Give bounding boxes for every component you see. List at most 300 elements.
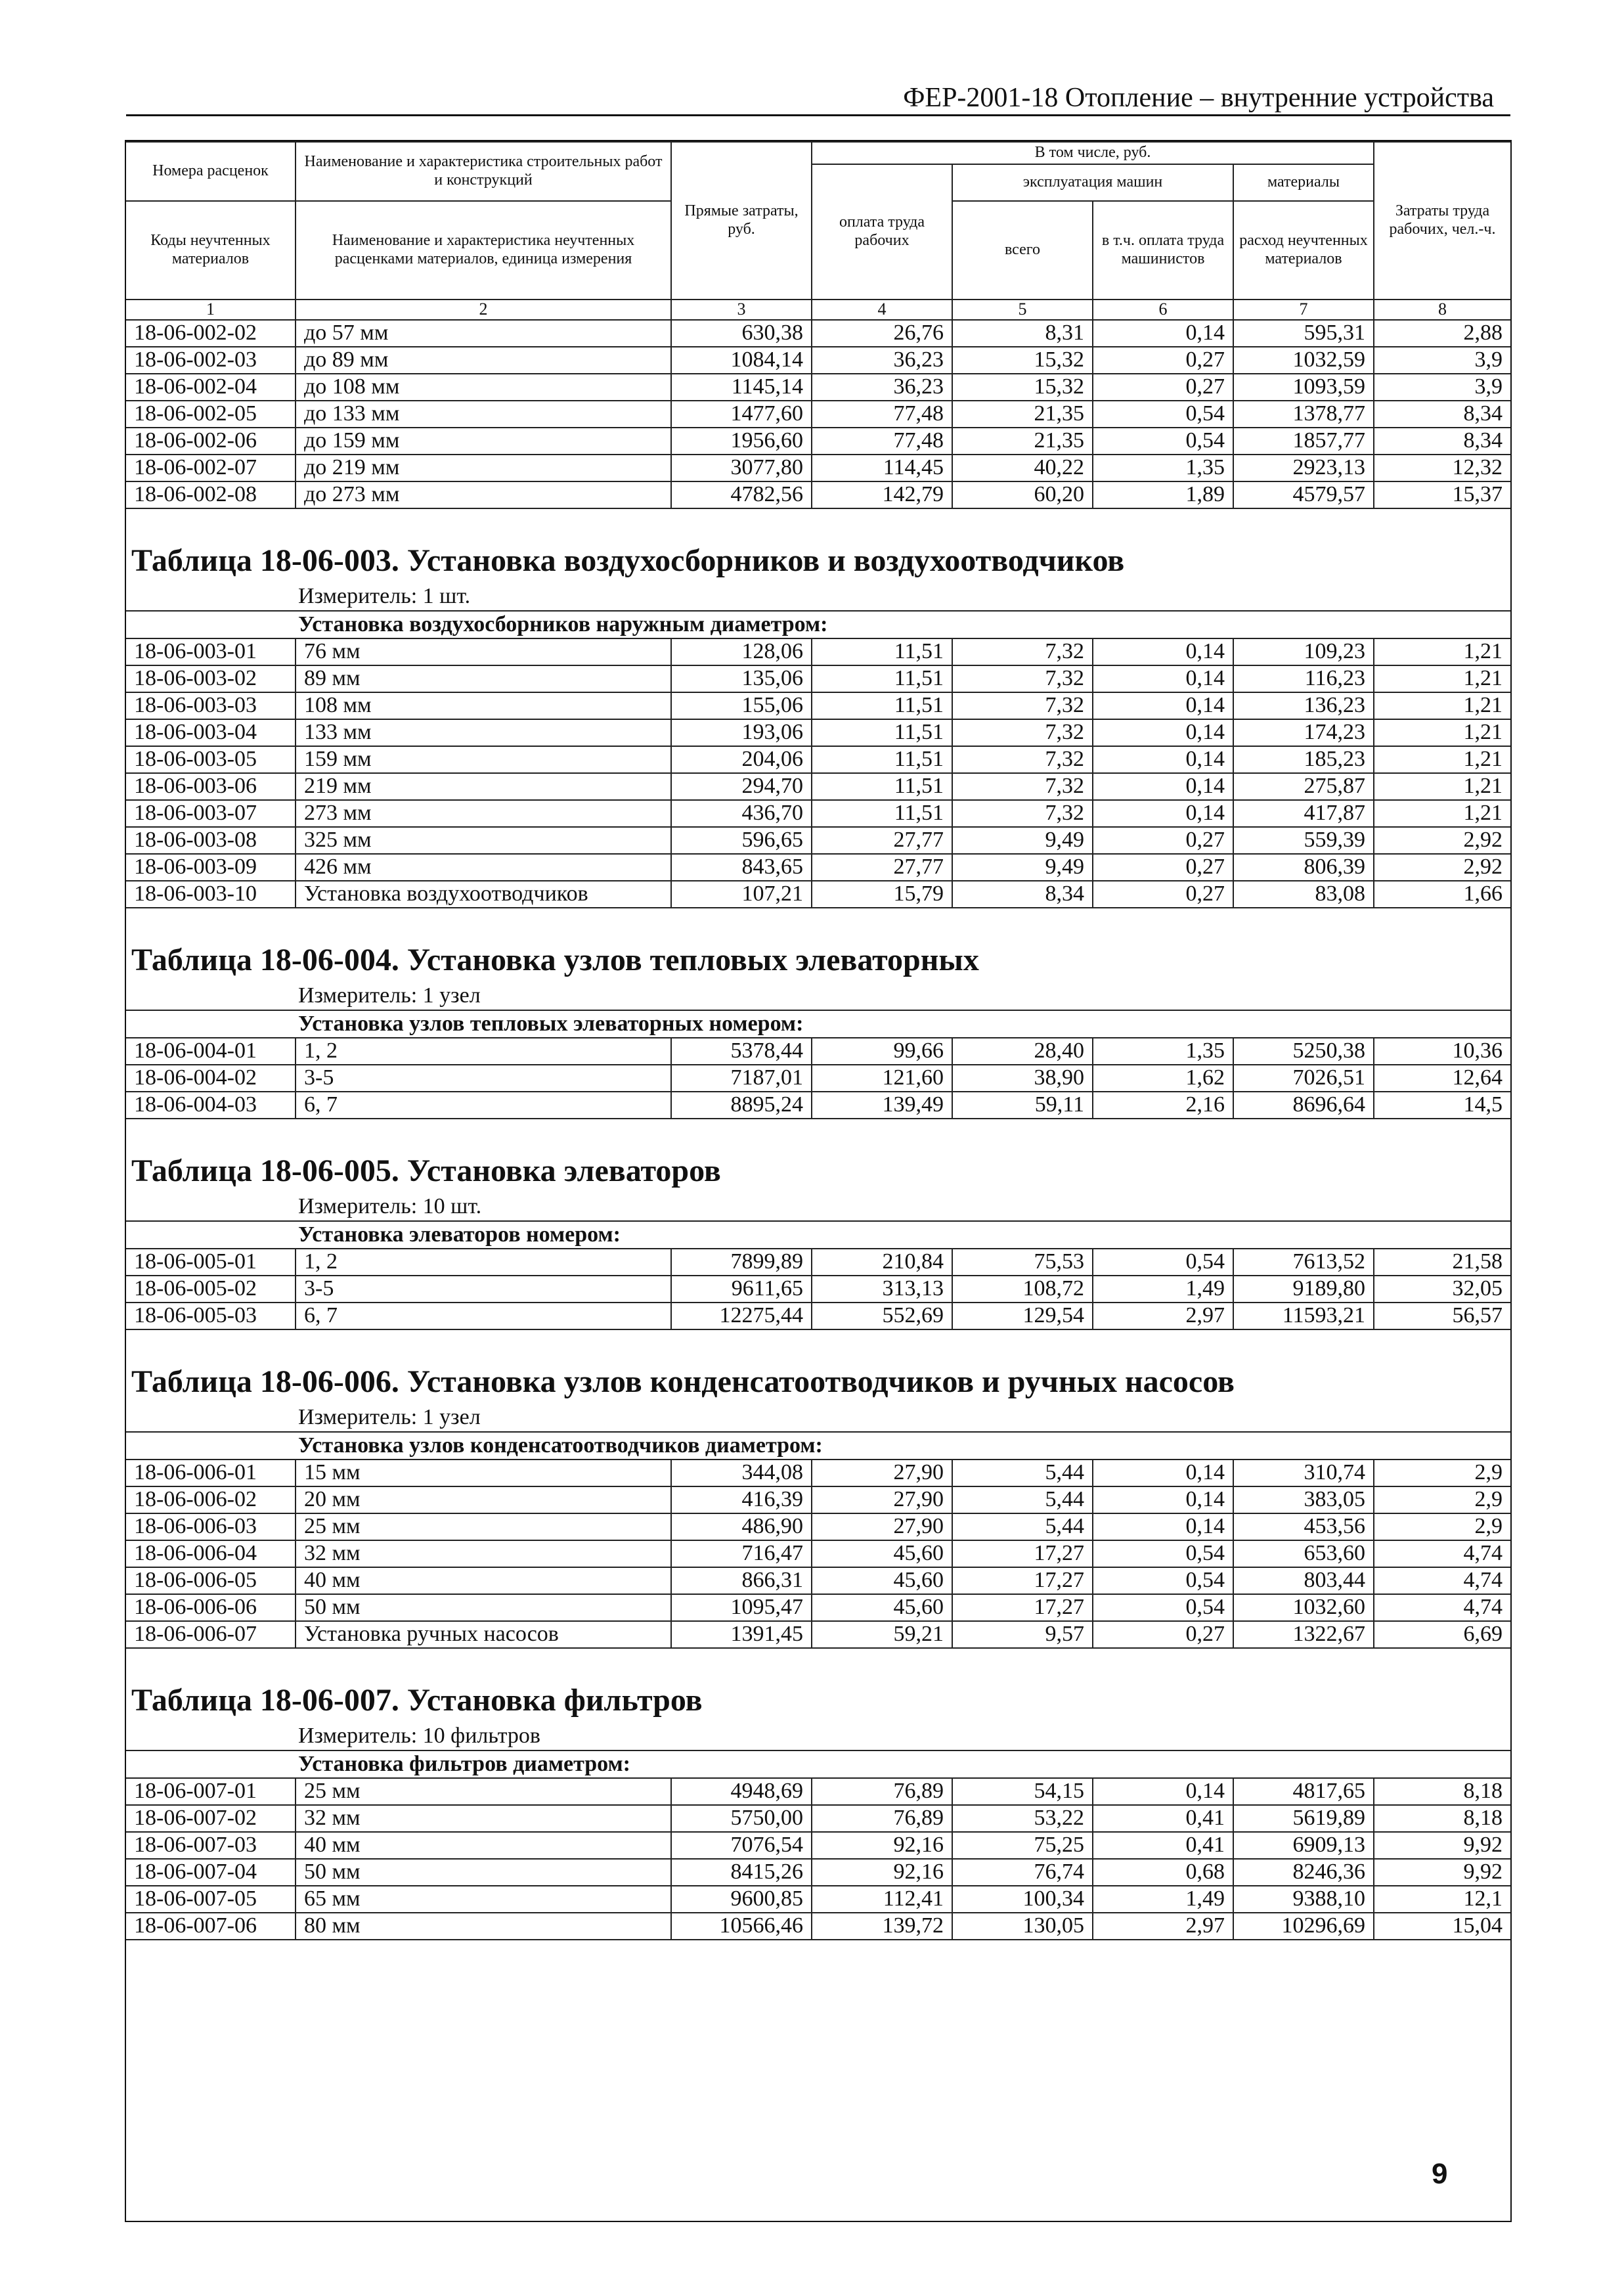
rate-value: 1391,45 bbox=[671, 1621, 812, 1648]
rate-value: 32,05 bbox=[1374, 1276, 1510, 1303]
rate-value: 10,36 bbox=[1374, 1038, 1510, 1065]
rate-value: 4782,56 bbox=[671, 481, 812, 508]
rate-code: 18-06-004-01 bbox=[126, 1038, 296, 1065]
rate-description: 40 мм bbox=[296, 1567, 671, 1594]
rate-value: 0,14 bbox=[1093, 665, 1233, 692]
rate-description: 76 мм bbox=[296, 638, 671, 665]
header-rule bbox=[126, 114, 1510, 116]
rate-value: 53,22 bbox=[952, 1805, 1093, 1832]
rate-value: 130,05 bbox=[952, 1913, 1093, 1940]
section-group-label: Установка узлов конденсатоотводчиков диаметром: bbox=[126, 1432, 1510, 1460]
column-number-row bbox=[126, 300, 1510, 320]
rate-value: 1032,60 bbox=[1233, 1594, 1374, 1621]
rate-value: 4,74 bbox=[1374, 1567, 1510, 1594]
rate-value: 1857,77 bbox=[1233, 428, 1374, 455]
rate-value: 128,06 bbox=[671, 638, 812, 665]
table-row bbox=[126, 881, 1510, 908]
rate-description: 25 мм bbox=[296, 1778, 671, 1805]
rate-value: 2923,13 bbox=[1233, 455, 1374, 481]
rate-value: 21,35 bbox=[952, 401, 1093, 428]
rate-description: 89 мм bbox=[296, 665, 671, 692]
rate-value: 193,06 bbox=[671, 719, 812, 746]
rate-value: 54,15 bbox=[952, 1778, 1093, 1805]
rate-value: 11,51 bbox=[812, 665, 952, 692]
rate-value: 4,74 bbox=[1374, 1540, 1510, 1567]
rate-value: 139,72 bbox=[812, 1913, 952, 1940]
rate-description: 6, 7 bbox=[296, 1092, 671, 1119]
rate-value: 416,39 bbox=[671, 1486, 812, 1513]
rate-value: 630,38 bbox=[671, 320, 812, 347]
rate-value: 139,49 bbox=[812, 1092, 952, 1119]
table-row bbox=[126, 692, 1510, 719]
table-row bbox=[126, 1303, 1510, 1329]
rate-description: до 273 мм bbox=[296, 481, 671, 508]
rate-value: 0,54 bbox=[1093, 1594, 1233, 1621]
rate-value: 716,47 bbox=[671, 1540, 812, 1567]
rate-value: 2,9 bbox=[1374, 1460, 1510, 1486]
rate-code: 18-06-003-06 bbox=[126, 773, 296, 800]
header-col2-bottom: Наименование и характеристика неучтенных расценками материалов, единица измерения bbox=[296, 201, 671, 300]
rate-value: 0,14 bbox=[1093, 800, 1233, 827]
rate-value: 1,21 bbox=[1374, 746, 1510, 773]
rate-value: 6,69 bbox=[1374, 1621, 1510, 1648]
rate-value: 803,44 bbox=[1233, 1567, 1374, 1594]
rate-value: 0,27 bbox=[1093, 1621, 1233, 1648]
rate-value: 9611,65 bbox=[671, 1276, 812, 1303]
rate-description: до 133 мм bbox=[296, 401, 671, 428]
rate-value: 1,35 bbox=[1093, 1038, 1233, 1065]
table-row bbox=[126, 719, 1510, 746]
rate-value: 14,5 bbox=[1374, 1092, 1510, 1119]
rate-value: 0,14 bbox=[1093, 719, 1233, 746]
rate-code: 18-06-002-03 bbox=[126, 347, 296, 374]
rate-value: 0,14 bbox=[1093, 1460, 1233, 1486]
table-body bbox=[126, 142, 1510, 1940]
rate-value: 0,27 bbox=[1093, 374, 1233, 401]
rate-value: 344,08 bbox=[671, 1460, 812, 1486]
table-row bbox=[126, 665, 1510, 692]
rate-code: 18-06-006-03 bbox=[126, 1513, 296, 1540]
column-number: 8 bbox=[1374, 300, 1510, 320]
table-row bbox=[126, 401, 1510, 428]
column-number: 2 bbox=[296, 300, 671, 320]
rate-value: 15,79 bbox=[812, 881, 952, 908]
rate-code: 18-06-007-06 bbox=[126, 1913, 296, 1940]
rate-value: 2,97 bbox=[1093, 1913, 1233, 1940]
rate-value: 4579,57 bbox=[1233, 481, 1374, 508]
rate-value: 0,27 bbox=[1093, 881, 1233, 908]
rate-description: Установка ручных насосов bbox=[296, 1621, 671, 1648]
section-group-row bbox=[126, 1010, 1510, 1038]
rate-code: 18-06-002-05 bbox=[126, 401, 296, 428]
rate-value: 109,23 bbox=[1233, 638, 1374, 665]
rate-value: 1,89 bbox=[1093, 481, 1233, 508]
section-title: Таблица 18-06-007. Установка фильтров bbox=[131, 1683, 703, 1718]
rate-value: 100,34 bbox=[952, 1886, 1093, 1913]
rate-value: 204,06 bbox=[671, 746, 812, 773]
section-meter: Измеритель: 10 фильтров bbox=[126, 1723, 1510, 1750]
header-group-machines: эксплуатация машин bbox=[952, 164, 1233, 201]
rate-value: 7,32 bbox=[952, 692, 1093, 719]
section-meter-row bbox=[126, 1723, 1510, 1750]
rate-description: 3-5 bbox=[296, 1065, 671, 1092]
rate-description: 6, 7 bbox=[296, 1303, 671, 1329]
rate-value: 75,53 bbox=[952, 1249, 1093, 1276]
rate-value: 0,14 bbox=[1093, 692, 1233, 719]
rate-description: Установка воздухоотводчиков bbox=[296, 881, 671, 908]
rate-value: 0,54 bbox=[1093, 1540, 1233, 1567]
rate-value: 28,40 bbox=[952, 1038, 1093, 1065]
rate-value: 7187,01 bbox=[671, 1065, 812, 1092]
rate-description: 159 мм bbox=[296, 746, 671, 773]
rate-code: 18-06-002-04 bbox=[126, 374, 296, 401]
rate-value: 59,21 bbox=[812, 1621, 952, 1648]
rate-description: 80 мм bbox=[296, 1913, 671, 1940]
rate-value: 76,89 bbox=[812, 1778, 952, 1805]
rate-value: 5378,44 bbox=[671, 1038, 812, 1065]
rate-value: 7026,51 bbox=[1233, 1065, 1374, 1092]
rate-value: 0,14 bbox=[1093, 773, 1233, 800]
rate-value: 1,21 bbox=[1374, 692, 1510, 719]
rate-value: 5250,38 bbox=[1233, 1038, 1374, 1065]
rate-value: 5,44 bbox=[952, 1513, 1093, 1540]
rate-code: 18-06-003-03 bbox=[126, 692, 296, 719]
rate-value: 552,69 bbox=[812, 1303, 952, 1329]
rate-value: 15,32 bbox=[952, 347, 1093, 374]
rate-value: 0,14 bbox=[1093, 1513, 1233, 1540]
running-header: ФЕР-2001-18 Отопление – внутренние устройства bbox=[903, 83, 1494, 113]
rate-value: 8,31 bbox=[952, 320, 1093, 347]
rate-value: 0,14 bbox=[1093, 320, 1233, 347]
rate-value: 1,66 bbox=[1374, 881, 1510, 908]
rate-value: 453,56 bbox=[1233, 1513, 1374, 1540]
table-row bbox=[126, 428, 1510, 455]
rate-code: 18-06-003-04 bbox=[126, 719, 296, 746]
section-meter-row bbox=[126, 983, 1510, 1010]
rate-value: 12,1 bbox=[1374, 1886, 1510, 1913]
section-title-row bbox=[126, 1354, 1510, 1404]
rate-description: 108 мм bbox=[296, 692, 671, 719]
table-row bbox=[126, 1513, 1510, 1540]
rate-code: 18-06-007-01 bbox=[126, 1778, 296, 1805]
rate-value: 1145,14 bbox=[671, 374, 812, 401]
rate-value: 129,54 bbox=[952, 1303, 1093, 1329]
table-row bbox=[126, 746, 1510, 773]
column-number: 1 bbox=[126, 300, 296, 320]
rate-value: 9,57 bbox=[952, 1621, 1093, 1648]
rate-value: 1,35 bbox=[1093, 455, 1233, 481]
rate-value: 15,37 bbox=[1374, 481, 1510, 508]
rate-code: 18-06-002-08 bbox=[126, 481, 296, 508]
column-number: 3 bbox=[671, 300, 812, 320]
rate-value: 4817,65 bbox=[1233, 1778, 1374, 1805]
section-title-row bbox=[126, 1144, 1510, 1193]
rate-description: до 57 мм bbox=[296, 320, 671, 347]
header-col4: оплата труда рабочих bbox=[812, 164, 952, 300]
rate-value: 21,58 bbox=[1374, 1249, 1510, 1276]
section-title-row bbox=[126, 933, 1510, 983]
table-row bbox=[126, 1594, 1510, 1621]
table-row bbox=[126, 1065, 1510, 1092]
rate-value: 7613,52 bbox=[1233, 1249, 1374, 1276]
rate-value: 15,32 bbox=[952, 374, 1093, 401]
rate-value: 0,14 bbox=[1093, 638, 1233, 665]
rate-value: 3077,80 bbox=[671, 455, 812, 481]
rate-value: 17,27 bbox=[952, 1594, 1093, 1621]
column-number: 4 bbox=[812, 300, 952, 320]
table-row bbox=[126, 374, 1510, 401]
rate-value: 0,54 bbox=[1093, 1567, 1233, 1594]
rate-value: 11,51 bbox=[812, 773, 952, 800]
table-row bbox=[126, 1276, 1510, 1303]
rate-code: 18-06-004-02 bbox=[126, 1065, 296, 1092]
rate-value: 1,21 bbox=[1374, 719, 1510, 746]
rate-description: 32 мм bbox=[296, 1540, 671, 1567]
rate-value: 174,23 bbox=[1233, 719, 1374, 746]
rate-value: 5,44 bbox=[952, 1460, 1093, 1486]
table-row bbox=[126, 1913, 1510, 1940]
section-title: Таблица 18-06-005. Установка элеваторов bbox=[131, 1153, 721, 1189]
rate-code: 18-06-006-02 bbox=[126, 1486, 296, 1513]
rate-code: 18-06-005-01 bbox=[126, 1249, 296, 1276]
rate-value: 383,05 bbox=[1233, 1486, 1374, 1513]
rate-description: 65 мм bbox=[296, 1886, 671, 1913]
rate-value: 45,60 bbox=[812, 1594, 952, 1621]
rate-value: 1322,67 bbox=[1233, 1621, 1374, 1648]
rate-description: 325 мм bbox=[296, 827, 671, 854]
rate-value: 26,76 bbox=[812, 320, 952, 347]
rate-code: 18-06-003-05 bbox=[126, 746, 296, 773]
rate-value: 8,34 bbox=[1374, 428, 1510, 455]
header-col2-top: Наименование и характеристика строительных работ и конструкций bbox=[296, 142, 671, 201]
rate-value: 77,48 bbox=[812, 428, 952, 455]
rate-value: 313,13 bbox=[812, 1276, 952, 1303]
table-row bbox=[126, 1886, 1510, 1913]
rate-value: 7,32 bbox=[952, 746, 1093, 773]
rate-value: 210,84 bbox=[812, 1249, 952, 1276]
rate-value: 45,60 bbox=[812, 1540, 952, 1567]
rate-value: 21,35 bbox=[952, 428, 1093, 455]
rate-value: 11,51 bbox=[812, 746, 952, 773]
column-number: 7 bbox=[1233, 300, 1374, 320]
rate-description: 40 мм bbox=[296, 1832, 671, 1859]
rate-value: 1,21 bbox=[1374, 638, 1510, 665]
rate-value: 9,49 bbox=[952, 827, 1093, 854]
rate-value: 45,60 bbox=[812, 1567, 952, 1594]
rate-value: 92,16 bbox=[812, 1859, 952, 1886]
table-row bbox=[126, 1832, 1510, 1859]
table-row bbox=[126, 1805, 1510, 1832]
rate-value: 76,89 bbox=[812, 1805, 952, 1832]
section-meter-row bbox=[126, 1404, 1510, 1432]
section-gap-cell bbox=[126, 508, 1510, 533]
rate-value: 1084,14 bbox=[671, 347, 812, 374]
table-row bbox=[126, 638, 1510, 665]
rate-value: 5750,00 bbox=[671, 1805, 812, 1832]
page-number: 9 bbox=[1432, 2158, 1448, 2190]
rate-value: 1378,77 bbox=[1233, 401, 1374, 428]
rate-value: 8,34 bbox=[1374, 401, 1510, 428]
section-gap bbox=[126, 908, 1510, 933]
rate-description: 133 мм bbox=[296, 719, 671, 746]
section-meter: Измеритель: 10 шт. bbox=[126, 1193, 1510, 1221]
section-title: Таблица 18-06-003. Установка воздухосборников и воздухоотводчиков bbox=[131, 543, 1125, 579]
rate-value: 2,88 bbox=[1374, 320, 1510, 347]
rate-value: 142,79 bbox=[812, 481, 952, 508]
rate-value: 2,9 bbox=[1374, 1486, 1510, 1513]
rate-value: 11,51 bbox=[812, 719, 952, 746]
rate-value: 108,72 bbox=[952, 1276, 1093, 1303]
rate-value: 8,18 bbox=[1374, 1778, 1510, 1805]
rate-value: 7,32 bbox=[952, 638, 1093, 665]
table-row bbox=[126, 1486, 1510, 1513]
rate-value: 99,66 bbox=[812, 1038, 952, 1065]
rate-value: 27,90 bbox=[812, 1513, 952, 1540]
rate-value: 7,32 bbox=[952, 773, 1093, 800]
rate-value: 8,34 bbox=[952, 881, 1093, 908]
table-row bbox=[126, 1778, 1510, 1805]
rate-value: 12,64 bbox=[1374, 1065, 1510, 1092]
section-meter: Измеритель: 1 узел bbox=[126, 983, 1510, 1010]
section-group-label: Установка воздухосборников наружным диаметром: bbox=[126, 611, 1510, 638]
rate-value: 9189,80 bbox=[1233, 1276, 1374, 1303]
section-gap-cell bbox=[126, 1648, 1510, 1673]
rate-value: 3,9 bbox=[1374, 374, 1510, 401]
rate-value: 0,14 bbox=[1093, 1778, 1233, 1805]
rate-description: 25 мм bbox=[296, 1513, 671, 1540]
rate-value: 7,32 bbox=[952, 719, 1093, 746]
table-row bbox=[126, 1859, 1510, 1886]
table-row bbox=[126, 455, 1510, 481]
rate-code: 18-06-007-02 bbox=[126, 1805, 296, 1832]
rate-value: 0,41 bbox=[1093, 1805, 1233, 1832]
rate-code: 18-06-007-04 bbox=[126, 1859, 296, 1886]
rate-value: 38,90 bbox=[952, 1065, 1093, 1092]
rate-code: 18-06-002-02 bbox=[126, 320, 296, 347]
rate-value: 36,23 bbox=[812, 347, 952, 374]
section-group-label: Установка фильтров диаметром: bbox=[126, 1750, 1510, 1778]
rate-value: 56,57 bbox=[1374, 1303, 1510, 1329]
rate-code: 18-06-003-08 bbox=[126, 827, 296, 854]
rate-value: 3,9 bbox=[1374, 347, 1510, 374]
rate-value: 27,90 bbox=[812, 1460, 952, 1486]
rate-value: 9,49 bbox=[952, 854, 1093, 881]
section-group-row bbox=[126, 1432, 1510, 1460]
rate-value: 4,74 bbox=[1374, 1594, 1510, 1621]
rate-value: 114,45 bbox=[812, 455, 952, 481]
section-group-label: Установка узлов тепловых элеваторных номером: bbox=[126, 1010, 1510, 1038]
document-frame bbox=[125, 140, 1512, 2222]
rate-value: 596,65 bbox=[671, 827, 812, 854]
rate-value: 1,49 bbox=[1093, 1276, 1233, 1303]
rate-code: 18-06-003-09 bbox=[126, 854, 296, 881]
table-row bbox=[126, 854, 1510, 881]
rate-description: 426 мм bbox=[296, 854, 671, 881]
rate-value: 11593,21 bbox=[1233, 1303, 1374, 1329]
table-row bbox=[126, 1621, 1510, 1648]
section-gap bbox=[126, 1119, 1510, 1144]
section-meter-row bbox=[126, 1193, 1510, 1221]
section-meter-row bbox=[126, 583, 1510, 611]
section-group-row bbox=[126, 611, 1510, 638]
rate-value: 310,74 bbox=[1233, 1460, 1374, 1486]
rate-value: 1,21 bbox=[1374, 665, 1510, 692]
section-title-row bbox=[126, 533, 1510, 583]
rate-value: 4948,69 bbox=[671, 1778, 812, 1805]
section-gap-cell bbox=[126, 1329, 1510, 1354]
rate-code: 18-06-007-05 bbox=[126, 1886, 296, 1913]
rate-value: 294,70 bbox=[671, 773, 812, 800]
rate-value: 1,49 bbox=[1093, 1886, 1233, 1913]
column-number: 6 bbox=[1093, 300, 1233, 320]
rate-value: 60,20 bbox=[952, 481, 1093, 508]
rate-value: 77,48 bbox=[812, 401, 952, 428]
rate-code: 18-06-004-03 bbox=[126, 1092, 296, 1119]
rate-value: 866,31 bbox=[671, 1567, 812, 1594]
rate-value: 7,32 bbox=[952, 800, 1093, 827]
rate-code: 18-06-006-05 bbox=[126, 1567, 296, 1594]
rate-code: 18-06-003-02 bbox=[126, 665, 296, 692]
rate-value: 0,14 bbox=[1093, 746, 1233, 773]
section-gap-cell bbox=[126, 1119, 1510, 1144]
rate-value: 15,04 bbox=[1374, 1913, 1510, 1940]
rate-description: до 89 мм bbox=[296, 347, 671, 374]
rate-value: 595,31 bbox=[1233, 320, 1374, 347]
rate-value: 9600,85 bbox=[671, 1886, 812, 1913]
table-row bbox=[126, 1460, 1510, 1486]
rate-code: 18-06-002-07 bbox=[126, 455, 296, 481]
rate-description: 219 мм bbox=[296, 773, 671, 800]
section-group-label: Установка элеваторов номером: bbox=[126, 1221, 1510, 1249]
rate-value: 0,27 bbox=[1093, 827, 1233, 854]
rate-value: 2,97 bbox=[1093, 1303, 1233, 1329]
rate-value: 40,22 bbox=[952, 455, 1093, 481]
rate-value: 436,70 bbox=[671, 800, 812, 827]
rate-value: 843,65 bbox=[671, 854, 812, 881]
rate-value: 7899,89 bbox=[671, 1249, 812, 1276]
rate-value: 6909,13 bbox=[1233, 1832, 1374, 1859]
rate-value: 59,11 bbox=[952, 1092, 1093, 1119]
rate-value: 0,54 bbox=[1093, 1249, 1233, 1276]
rate-value: 0,14 bbox=[1093, 1486, 1233, 1513]
rate-value: 2,9 bbox=[1374, 1513, 1510, 1540]
header-col1-bottom: Коды неучтенных материалов bbox=[126, 201, 296, 300]
rate-value: 806,39 bbox=[1233, 854, 1374, 881]
rate-value: 1095,47 bbox=[671, 1594, 812, 1621]
rate-value: 1032,59 bbox=[1233, 347, 1374, 374]
table-row bbox=[126, 1038, 1510, 1065]
rate-code: 18-06-003-01 bbox=[126, 638, 296, 665]
rate-value: 75,25 bbox=[952, 1832, 1093, 1859]
rate-value: 27,90 bbox=[812, 1486, 952, 1513]
rate-value: 121,60 bbox=[812, 1065, 952, 1092]
header-col5: всего bbox=[952, 201, 1093, 300]
section-gap bbox=[126, 508, 1510, 533]
rate-description: 50 мм bbox=[296, 1594, 671, 1621]
rate-value: 1093,59 bbox=[1233, 374, 1374, 401]
section-title: Таблица 18-06-006. Установка узлов конденсатоотводчиков и ручных насосов bbox=[131, 1364, 1235, 1400]
section-meter: Измеритель: 1 узел bbox=[126, 1404, 1510, 1432]
rate-description: 50 мм bbox=[296, 1859, 671, 1886]
rate-value: 27,77 bbox=[812, 827, 952, 854]
header-col3: Прямые затраты, руб. bbox=[671, 142, 812, 300]
rate-value: 116,23 bbox=[1233, 665, 1374, 692]
rate-description: 273 мм bbox=[296, 800, 671, 827]
rate-description: до 159 мм bbox=[296, 428, 671, 455]
table-row bbox=[126, 481, 1510, 508]
header-group-materials: материалы bbox=[1233, 164, 1374, 201]
table-row bbox=[126, 827, 1510, 854]
